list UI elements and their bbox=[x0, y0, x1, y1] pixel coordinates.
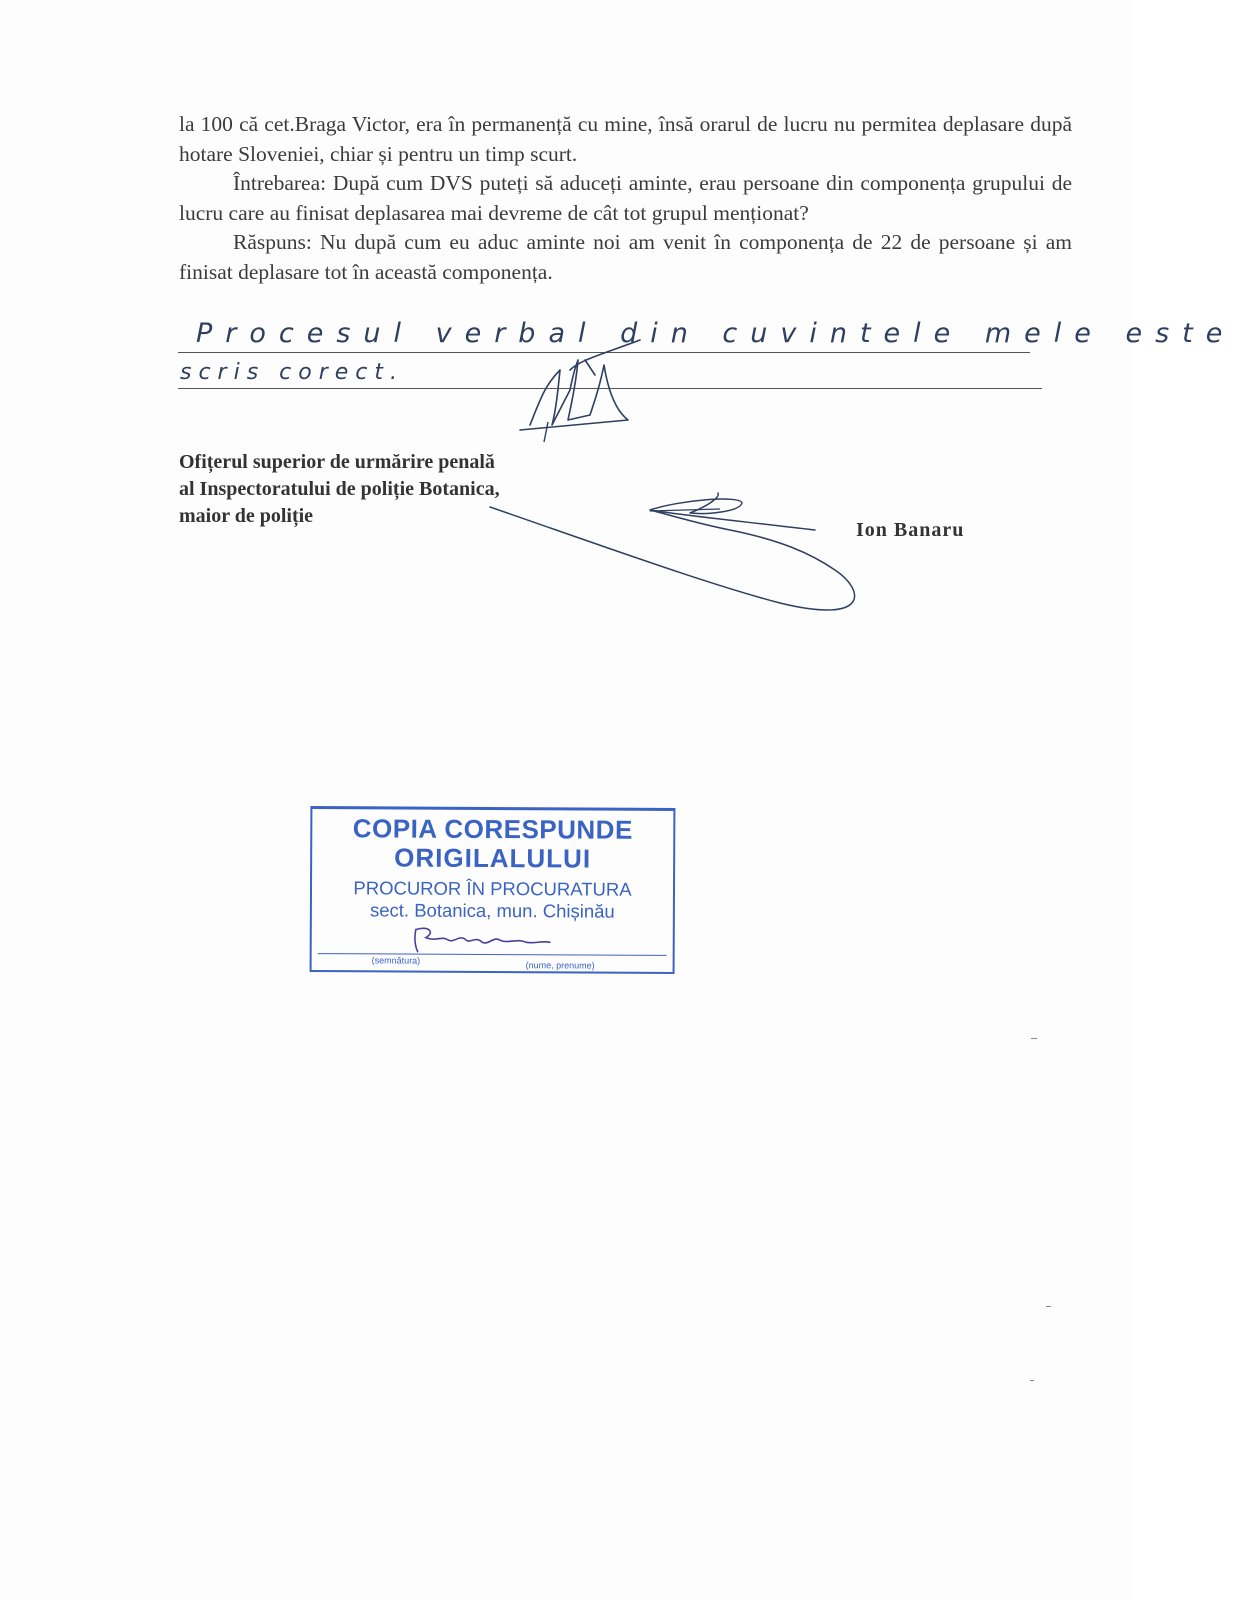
scan-speck bbox=[1031, 1038, 1037, 1039]
stamp-line1: COPIA CORESPUNDE bbox=[352, 813, 633, 845]
officer-title-block bbox=[179, 449, 500, 530]
officer-name: Ion Banaru bbox=[856, 519, 965, 541]
paragraph-continuation: la 100 că cet.Braga Victor, era în permanență cu mine, însă orarul de lucru nu permitea deplasare după hotare Sloveniei, chiar și pentru un timp scurt. bbox=[179, 112, 1072, 166]
scan-speck bbox=[1030, 1380, 1034, 1381]
paragraph-question: Întrebarea: După cum DVS puteți să aduceți aminte, erau persoane din componența grupului de lucru care au finisat deplasarea mai devreme de cât tot grupul menționat? bbox=[179, 171, 1072, 225]
officer-title-line3: maior de poliție bbox=[179, 505, 314, 527]
stamp-caption-name: (nume, prenume) bbox=[525, 960, 595, 971]
stamp-caption-signature: (semnătura) bbox=[371, 955, 421, 966]
stamp-line2: ORIGILALULUI bbox=[394, 842, 592, 874]
stamp-signature bbox=[408, 922, 558, 957]
officer-title-line2: al Inspectoratului de poliție Botanica, bbox=[179, 478, 500, 500]
paragraph-answer: Răspuns: Nu după cum eu aduc aminte noi am venit în componența de 22 de persoane și am finisat deplasare tot în această componența. bbox=[179, 230, 1072, 284]
witness-signature bbox=[500, 330, 660, 455]
officer-signature bbox=[480, 485, 880, 625]
officer-title-line1: Ofițerul superior de urmărire penală bbox=[179, 451, 495, 473]
certification-stamp bbox=[310, 806, 676, 974]
stamp-line3: PROCUROR ÎN PROCURATURA bbox=[353, 877, 632, 900]
stamp-line4: sect. Botanica, mun. Chișinău bbox=[369, 899, 615, 922]
interrogation-text bbox=[179, 110, 1072, 287]
handwritten-note-line1: Procesul verbal din cuvintele mele este bbox=[196, 318, 1235, 349]
scan-speck bbox=[1046, 1306, 1051, 1307]
handwritten-note-line2: scris corect. bbox=[180, 360, 405, 385]
